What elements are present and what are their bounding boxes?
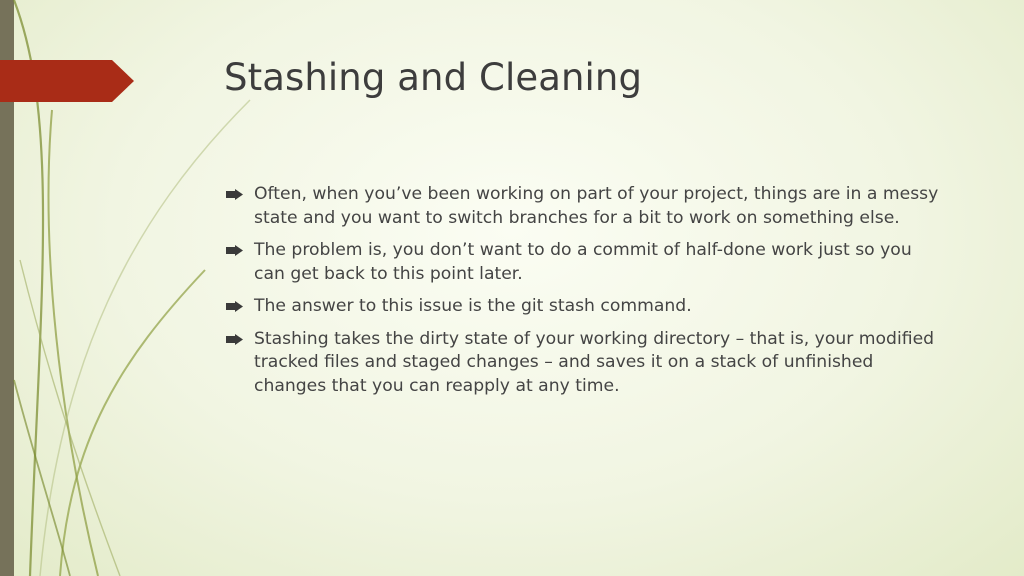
slide-title: Stashing and Cleaning	[224, 56, 643, 99]
bullet-item	[226, 328, 942, 399]
bullet-item	[226, 295, 942, 319]
arrow-bullet-icon	[226, 189, 243, 200]
arrow-bullet-icon	[226, 334, 243, 345]
bullet-text: The answer to this issue is the git stash command.	[254, 296, 692, 316]
arrow-bullet-icon	[226, 245, 243, 256]
bullet-text: Often, when you’ve been working on part of your project, things are in a messy state and you want to switch branches for a bit to work on something else.	[254, 184, 939, 228]
bullet-item	[226, 239, 942, 286]
arrow-bullet-icon	[226, 301, 243, 312]
bullet-text: The problem is, you don’t want to do a commit of half-done work just so you can get back to this point later.	[254, 240, 912, 284]
bullet-list	[226, 183, 942, 407]
bullet-text: Stashing takes the dirty state of your working directory – that is, your modified tracked files and staged changes – and saves it on a stack of unfinished changes that you can reapply at any time.	[254, 328, 935, 396]
title-accent-tab	[0, 60, 134, 102]
bullet-item	[226, 183, 942, 230]
